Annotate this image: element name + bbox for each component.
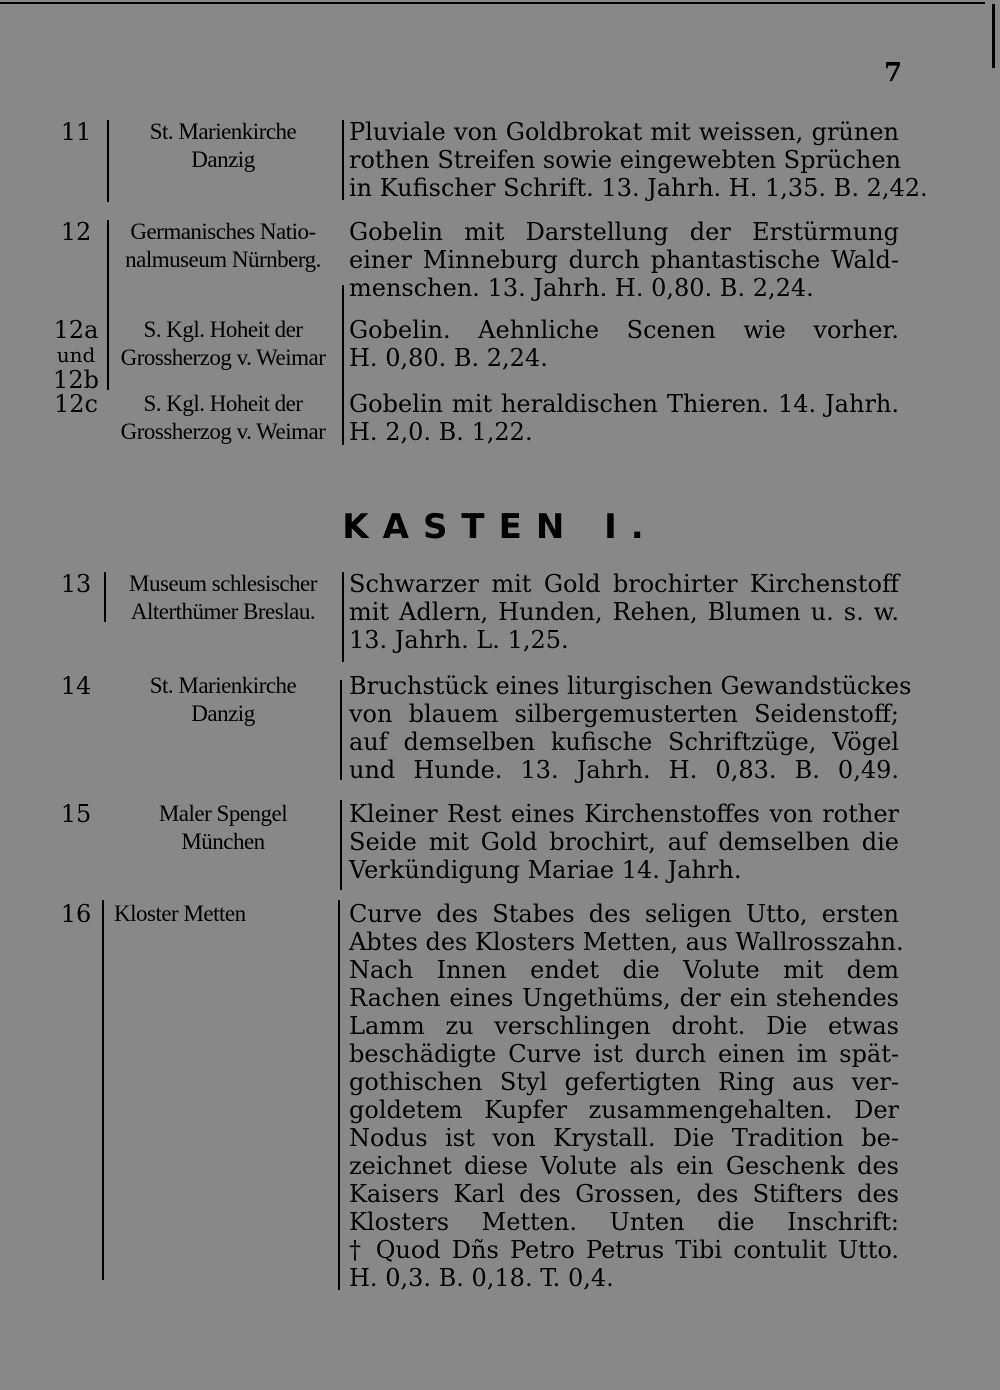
column-rule [107, 120, 109, 202]
entry-owner: St. Marienkirche Danzig [149, 673, 297, 726]
entry-description: Schwarzer mit Gold brochirter Kirchenstoff mit Adlern, Hunden, Rehen, Blumen u. s. w. 13. Jahrh. L. 1,25. [349, 570, 899, 654]
entry-number: 15 [60, 800, 92, 828]
entry-owner: S. Kgl. Hoheit der Grossherzog v. Weimar [120, 391, 326, 444]
entry-owner: Maler Spengel München [158, 801, 288, 854]
entry-number: 16 [60, 900, 92, 928]
entry-owner: Kloster Metten [114, 901, 246, 926]
column-rule [342, 572, 344, 662]
entry-number: 12c [54, 390, 98, 418]
top-border-line [0, 2, 985, 4]
entry-description: Gobelin mit heraldischen Thieren. 14. Jahrh. H. 2,0. B. 1,22. [349, 390, 899, 446]
entry-description: Kleiner Rest eines Kirchenstoffes von rother Seide mit Gold brochirt, auf demselben die Verkündigung Mariae 14. Jahrh. [349, 800, 899, 884]
column-rule [102, 900, 104, 1280]
column-rule [104, 572, 106, 622]
entry-owner: St. Marienkirche Danzig [149, 119, 297, 172]
column-rule [340, 680, 342, 780]
entry-description: Bruchstück eines liturgischen Gewandstückes von blauem silbergemusterten Seidenstoff; auf demselben kufische Schriftzüge, Vögel und Hunde. 13. Jahrh. H. 0,83. B. 0,49. [349, 672, 912, 784]
column-rule [342, 120, 344, 200]
entry-owner: Museum schlesischer Alterthümer Breslau. [129, 571, 317, 624]
entry-number: 14 [60, 672, 92, 700]
right-edge-mark [992, 4, 995, 68]
entry-owner: S. Kgl. Hoheit der Grossherzog v. Weimar [120, 317, 326, 370]
column-rule [107, 220, 109, 390]
section-heading: KASTEN I. [342, 507, 658, 547]
entry-description: Gobelin. Aehnliche Scenen wie vorher. H. 0,80. B. 2,24. [349, 316, 899, 372]
entry-description: Gobelin mit Darstellung der Erstürmung einer Minneburg durch phantastische Wald- menschen. 13. Jahrh. H. 0,80. B. 2,24. [349, 218, 899, 302]
column-rule [340, 800, 342, 890]
page-number: 7 [884, 58, 903, 88]
column-rule [342, 285, 344, 445]
entry-number: 12a und 12b [53, 316, 99, 394]
entry-number: 11 [60, 118, 92, 146]
column-rule [338, 900, 340, 1290]
entry-number: 12 [60, 218, 92, 246]
entry-description: Pluviale von Goldbrokat mit weissen, grünen rothen Streifen sowie eingewebten Sprüchen in Kufischer Schrift. 13. Jahrh. H. 1,35. B. 2,42. [349, 118, 928, 202]
entry-description: Curve des Stabes des seligen Utto, ersten Abtes des Klosters Metten, aus Wallrosszahn. Nach Innen endet die Volute mit dem Rachen eines Ungethüms, der ein stehendes Lamm zu verschlingen droht. Die etwas beschädigte Curve ist durch einen im spät- gothischen Styl gefertigten Ring aus ver- goldetem Kupfer zusammengehalten. Der Nodus ist von Krystall. Die Tradition be- zeichnet diese Volute als ein Geschenk des Kaisers Karl des Grossen, des Stifters des Klosters Metten. Unten die Inschrift: † Quod Dñs Petro Petrus Tibi contulit Utto. H. 0,3. B. 0,18. T. 0,4. [349, 900, 904, 1292]
entry-owner: Germanisches Natio- nalmuseum Nürnberg. [125, 219, 321, 272]
entry-number: 13 [60, 570, 92, 598]
